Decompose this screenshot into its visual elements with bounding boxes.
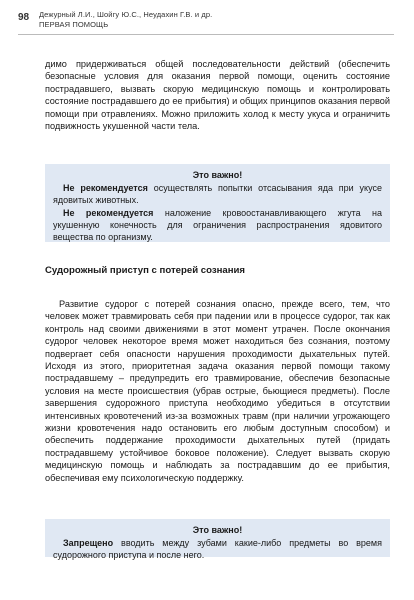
- note-item: [53, 537, 382, 561]
- note-text: вводить между зубами какие-либо предметы во время судорожного приступа и после него.: [53, 538, 382, 561]
- note-text: осуществлять попытки отсасывания яда при укусе ядовитых животных.: [53, 183, 382, 206]
- note-item: [53, 182, 382, 206]
- note-title: Это важно!: [192, 170, 243, 180]
- paragraph-2: Развитие судорог с потерей сознания опасно, прежде всего, тем, что человек может травмировать себя при падении или в процессе судорог, так как контроль над своими движениями в этот момент утрачен. После окончания судорог человек некоторое время может находиться без сознания, поэтому подвергает себя опасности нарушения проходимости дыхательных путей. Исходя из этого, приоритетная задача оказания первой помощи такому пострадавшему – предупредить его травмирование, обеспечив безопасные условия на месте происшествия (убрав острые, бьющиеся предметы). После завершения судорожного приступа необходимо убедиться в отсутствии интенсивных кровотечений из-за возможных травм (при наличии угрожающего жизни кровотечения надо остановить его любым доступным способом) и обеспечить поддержание проходимости дыхательных путей (придать пострадавшему устойчивое боковое положение). Следует вызвать скорую медицинскую помощь и наблюдать за пострадавшим до ее прибытия, обеспечивая ему психологическую поддержку.: [45, 299, 390, 483]
- note-emphasis: Запрещено: [63, 538, 114, 549]
- note-emphasis: Не рекомендуется: [63, 207, 154, 218]
- note-emphasis: Не рекомендуется: [63, 183, 148, 194]
- important-note-box-1: [45, 164, 390, 242]
- important-note-box-2: [45, 519, 390, 561]
- page-number: 98: [18, 12, 30, 23]
- page-header: [18, 10, 394, 34]
- section-heading: Судорожный приступ с потерей сознания: [45, 265, 246, 276]
- note-text: наложение кровоостанавливающего жгута на укушенную конечность для ограничения распространения ядовитого вещества по организму.: [53, 207, 382, 243]
- note-item: [53, 207, 382, 244]
- header-divider: [18, 34, 394, 35]
- note-title: Это важно!: [192, 525, 243, 535]
- header-authors: Дежурный Л.И., Шойгу Ю.С., Неудахин Г.В. и др.: [39, 10, 213, 19]
- header-book-title: ПЕРВАЯ ПОМОЩЬ: [39, 20, 109, 29]
- paragraph-1: димо придерживаться общей последовательности действий (обеспечить безопасные условия для оказания первой помощи, оценить состояние пострадавшего, вызвать скорую медицинскую помощь и контролировать состояние пострадавшего до ее прибытия) и общих принципов оказания первой помощи при отравлениях. Можно приложить холод к месту укуса и ограничить подвижность укушенной части тела.: [45, 59, 390, 132]
- running-header: [39, 10, 212, 30]
